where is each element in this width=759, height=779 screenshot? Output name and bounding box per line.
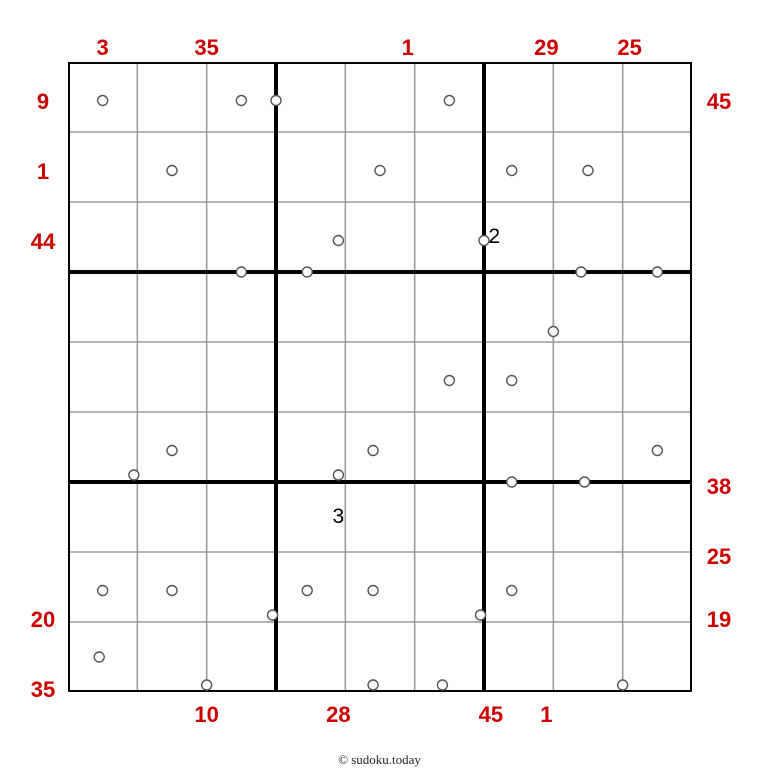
clue-top-4: 25 [617, 35, 642, 60]
clue-right-1: 38 [706, 474, 732, 499]
clue-left-0: 9 [36, 89, 50, 114]
clue-top-1: 35 [194, 35, 219, 60]
clue-bottom-3: 1 [540, 702, 553, 727]
clue-left-3: 20 [30, 607, 56, 632]
clue-right-2: 25 [706, 544, 732, 569]
clue-right-3: 19 [706, 607, 732, 632]
clue-top-2: 1 [401, 35, 414, 60]
clue-left-2: 44 [30, 229, 56, 254]
footer-credit: © sudoku.today [338, 752, 421, 767]
clue-right-0: 45 [706, 89, 732, 114]
sudoku-grid[interactable] [68, 62, 692, 692]
grid-lines-svg [68, 62, 692, 692]
clue-top-0: 3 [96, 35, 109, 60]
clue-bottom-2: 45 [478, 702, 504, 727]
clue-top-3: 29 [534, 35, 559, 60]
clue-bottom-0: 10 [194, 702, 219, 727]
given-cell-0[interactable]: 2 [488, 225, 501, 248]
clue-left-4: 35 [30, 677, 56, 702]
clue-bottom-1: 28 [326, 702, 351, 727]
given-cell-1[interactable]: 3 [332, 505, 345, 528]
clue-left-1: 1 [36, 159, 50, 184]
